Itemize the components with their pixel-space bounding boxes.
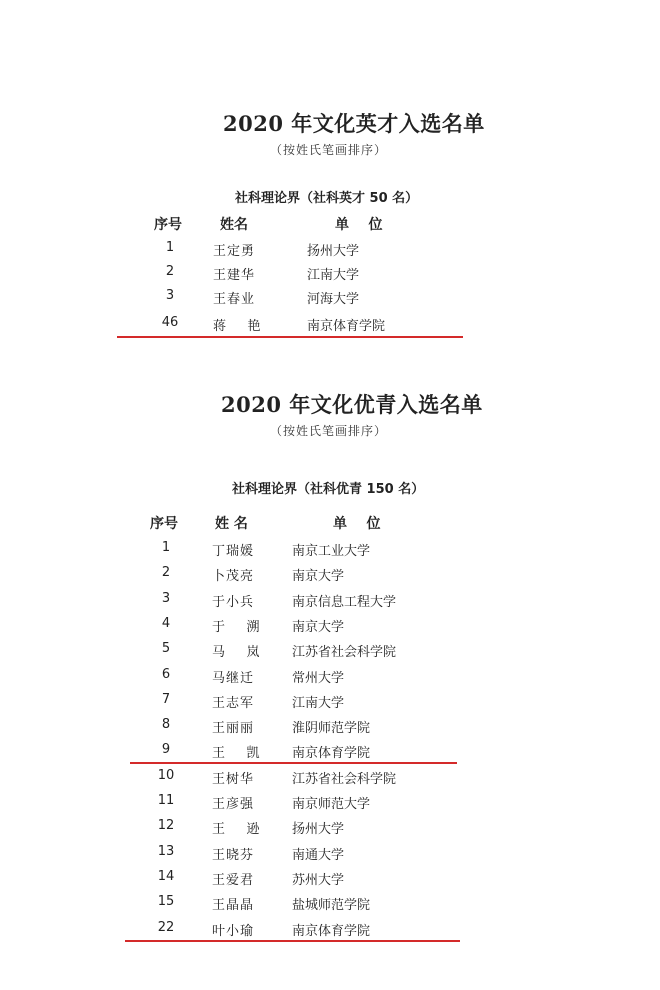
row-unit: 河海大学 [307,292,360,307]
section1-header-unit: 单 位 [335,217,383,233]
row-unit: 盐城师范学院 [292,898,371,914]
row-name: 王定勇 [213,244,256,259]
row-name: 王春业 [213,292,256,307]
section2-highlight-line-2 [125,940,460,942]
row-unit: 南京大学 [292,619,345,635]
section1-subtitle: （按姓氏笔画排序） [270,143,388,157]
row-name: 蒋 艳 [213,319,262,334]
row-seq: 8 [161,717,171,733]
row-unit: 江苏省社会科学院 [292,771,397,787]
row-name: 丁瑞媛 [212,544,255,559]
row-unit: 南京大学 [292,569,345,585]
row-name: 王 凯 [212,746,261,762]
row-seq: 22 [157,919,175,935]
row-seq: 5 [161,641,171,657]
row-seq: 1 [161,540,171,555]
row-seq: 2 [161,565,171,581]
row-seq: 14 [157,868,175,884]
row-unit: 扬州大学 [292,822,345,838]
section1-title: 2020 年文化英才入选名单 [223,111,485,136]
section1-header-seq: 序号 [154,217,182,233]
row-name: 王树华 [212,771,255,787]
row-seq: 9 [161,742,171,758]
row-seq: 4 [161,615,171,631]
row-name: 王爱君 [212,872,255,888]
section1-highlight-line [117,336,463,338]
row-unit: 南京工业大学 [292,544,371,559]
row-unit: 南京体育学院 [292,923,371,939]
row-seq: 1 [165,240,175,255]
row-seq: 15 [157,894,175,910]
row-unit: 淮阴师范学院 [292,721,371,737]
section2-subtitle: （按姓氏笔画排序） [270,424,388,438]
row-name: 卜茂亮 [212,569,255,585]
row-unit: 江苏省社会科学院 [292,645,397,661]
row-seq: 10 [157,767,175,783]
row-unit: 南京体育学院 [307,319,386,334]
row-name: 王志军 [212,695,255,711]
row-unit: 扬州大学 [307,244,360,259]
section2-category: 社科理论界（社科优青 150 名） [232,482,425,497]
row-seq: 2 [165,264,175,279]
row-unit: 南京信息工程大学 [292,594,397,610]
row-name: 马 岚 [212,645,261,661]
section2-title: 2020 年文化优青入选名单 [221,392,483,417]
row-seq: 46 [161,315,179,330]
row-seq: 13 [157,843,175,859]
section2-highlight-line-1 [130,762,457,764]
section1-header-name: 姓名 [220,217,248,233]
row-unit: 江南大学 [292,695,345,711]
row-seq: 7 [161,691,171,707]
row-unit: 江南大学 [307,268,360,283]
row-name: 王 逊 [212,822,261,838]
section2-header-seq: 序号 [150,516,178,532]
row-seq: 3 [165,288,175,303]
row-unit: 南京体育学院 [292,746,371,762]
row-unit: 南通大学 [292,847,345,863]
row-name: 于 溯 [212,619,261,635]
row-name: 王丽丽 [212,721,255,737]
row-unit: 常州大学 [292,670,345,686]
section2-header-name: 姓 名 [215,516,248,532]
row-name: 于小兵 [212,594,255,610]
row-name: 叶小瑜 [212,923,255,939]
row-unit: 苏州大学 [292,872,345,888]
row-unit: 南京师范大学 [292,797,371,812]
row-seq: 11 [157,793,175,808]
row-name: 王彦强 [212,797,255,812]
row-seq: 6 [161,666,171,682]
row-name: 王晓芬 [212,847,255,863]
row-name: 马继迁 [212,670,255,686]
row-seq: 3 [161,590,171,606]
row-name: 王建华 [213,268,256,283]
row-name: 王晶晶 [212,898,255,914]
section2-header-unit: 单 位 [333,516,381,532]
row-seq: 12 [157,818,175,834]
section1-category: 社科理论界（社科英才 50 名） [235,191,419,206]
